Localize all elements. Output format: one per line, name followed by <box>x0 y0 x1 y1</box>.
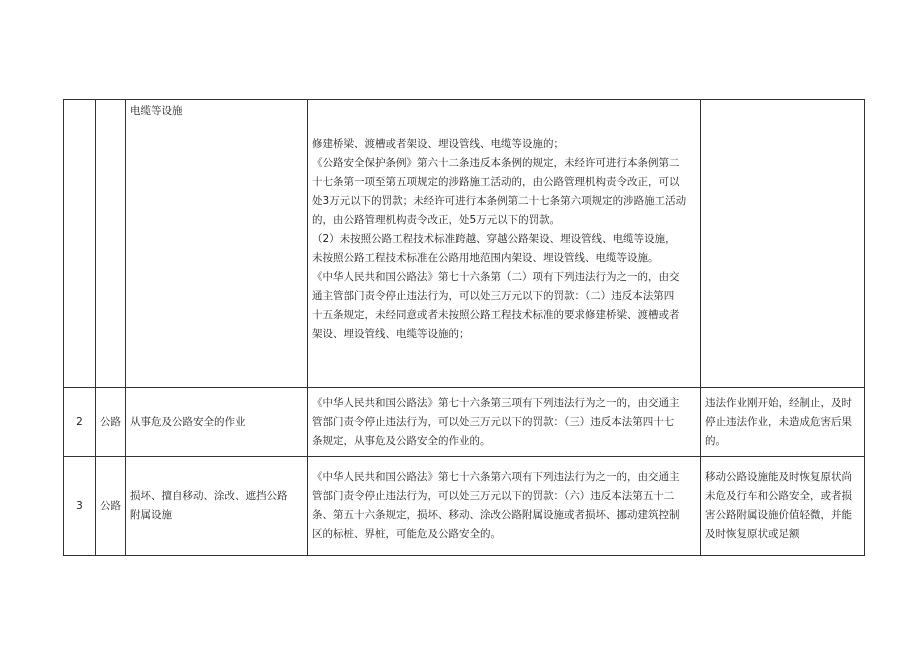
note-line: 移动公路设施能及时恢复原状尚 <box>705 471 852 483</box>
row-note <box>701 388 865 457</box>
item-line: 附属设施 <box>130 509 172 521</box>
note-line: 违法作业刚开始，经制止，及时 <box>705 396 852 409</box>
row-note <box>701 457 865 556</box>
row-item <box>126 457 308 556</box>
law-line: 通主管部门责令停止违法行为，可以处三万元以下的罚款：（二）违反本法第四 <box>312 290 675 302</box>
table-row <box>64 457 865 556</box>
note-line: 的。 <box>705 434 726 447</box>
law-line: 条、第五十六条规定，损坏、移动、涂改公路附属设施或者损坏、挪动建筑控制 <box>312 509 680 521</box>
law-spacer <box>312 102 696 135</box>
law-line: 管部门责令停止违法行为，可以处三万元以下的罚款：（六）违反本法第五十二 <box>312 490 675 502</box>
note-line: 停止违法作业，未造成危害后果 <box>705 415 852 428</box>
law-line: 《中华人民共和国公路法》第七十六条第三项有下列违法行为之一的，由交通主 <box>312 396 680 409</box>
row-type <box>96 100 126 388</box>
item-line: 损坏、擅自移动、涂改、遮挡公路 <box>130 490 288 502</box>
row-note <box>701 100 865 388</box>
law-line: 《中华人民共和国公路法》第七十六条第（二）项有下列违法行为之一的，由交 <box>312 271 680 283</box>
regulation-table <box>63 99 865 556</box>
law-line: 处3万元以下的罚款；未经许可进行本条例第二十七条第六项规定的涉路施工活动 <box>312 195 687 207</box>
row-item <box>126 388 308 457</box>
law-line: 十五条规定，未经同意或者未按照公路工程技术标准的要求修建桥梁、渡槽或者 <box>312 309 680 321</box>
note-lines <box>705 468 860 544</box>
row-type: 公路 <box>96 388 126 457</box>
law-line: 区的标桩、界桩，可能危及公路安全的。 <box>312 528 501 540</box>
row-law <box>308 100 701 388</box>
row-index: 2 <box>64 388 96 457</box>
table-row <box>64 100 865 388</box>
law-line: 架设、埋设管线、电缆等设施的； <box>312 328 470 340</box>
table-row <box>64 388 865 457</box>
law-lines <box>312 468 696 544</box>
row-index: 3 <box>64 457 96 556</box>
law-lines <box>312 135 696 344</box>
law-line: 条规定，从事危及公路安全的作业的。 <box>312 434 491 447</box>
law-line: 《公路安全保护条例》第六十二条违反本条例的规定，未经许可进行本条例第二 <box>312 157 680 169</box>
row-index <box>64 100 96 388</box>
law-line: 未按照公路工程技术标准在公路用地范围内架设、埋设管线、电缆等设施。 <box>312 252 659 264</box>
note-line: 害公路附属设施价值轻微，并能 <box>705 509 852 521</box>
note-line: 及时恢复原状或足额 <box>705 528 800 540</box>
law-line: 《中华人民共和国公路法》第七十六条第六项有下列违法行为之一的，由交通主 <box>312 471 680 483</box>
law-line: 的，由公路管理机构责令改正，处5万元以下的罚款。 <box>312 214 561 226</box>
law-line: （2）未按照公路工程技术标准跨越、穿越公路架设、埋设管线、电缆等设施， <box>312 233 676 245</box>
note-line: 未危及行车和公路安全，或者损 <box>705 490 852 502</box>
item-lines <box>130 487 303 525</box>
row-type: 公路 <box>96 457 126 556</box>
row-item <box>126 100 308 388</box>
note-lines <box>705 394 860 451</box>
row-law <box>308 388 701 457</box>
row-law <box>308 457 701 556</box>
item-text: 从事危及公路安全的作业 <box>130 415 246 428</box>
item-text: 电缆等设施 <box>130 105 183 117</box>
law-lines <box>312 394 696 451</box>
law-line: 管部门责令停止违法行为，可以处三万元以下的罚款：（三）违反本法第四十七 <box>312 415 675 428</box>
law-line: 十七条第一项至第五项规定的涉路施工活动的，由公路管理机构责令改正，可以 <box>312 176 680 188</box>
law-line: 修建桥梁、渡槽或者架设、埋设管线、电缆等设施的； <box>312 138 564 150</box>
